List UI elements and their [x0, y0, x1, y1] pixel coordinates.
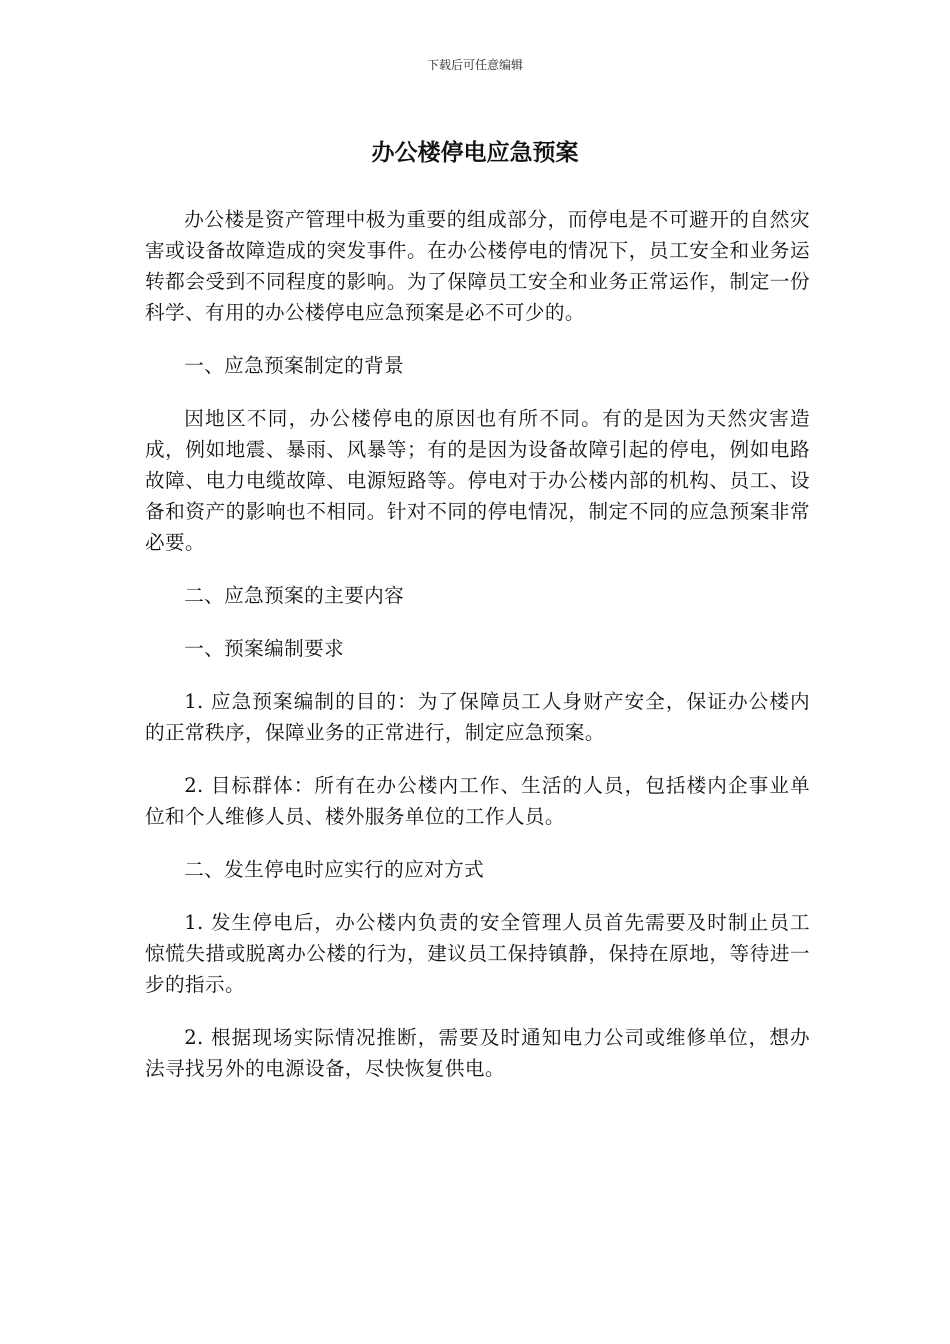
- section-heading: 一、应急预案制定的背景: [184, 354, 405, 377]
- list-item: 1. 应急预案编制的目的：为了保障员工人身财产安全，保证办公楼内的正常秩序，保障业务的正常进行，制定应急预案。: [145, 690, 810, 744]
- subsection-heading: 一、预案编制要求: [184, 637, 345, 660]
- document-title: 办公楼停电应急预案: [371, 140, 579, 166]
- section-heading: 二、应急预案的主要内容: [184, 584, 405, 607]
- list-item: 1. 发生停电后，办公楼内负责的安全管理人员首先需要及时制止员工惊慌失措或脱离办公楼的行为，建议员工保持镇静，保持在原地，等待进一步的指示。: [145, 911, 810, 996]
- subsection-heading: 二、发生停电时应实行的应对方式: [184, 858, 485, 881]
- list-item: 2. 根据现场实际情况推断，需要及时通知电力公司或维修单位，想办法寻找另外的电源设备，尽快恢复供电。: [145, 1026, 810, 1080]
- intro-paragraph: 办公楼是资产管理中极为重要的组成部分，而停电是不可避开的自然灾害或设备故障造成的突发事件。在办公楼停电的情况下，员工安全和业务运转都会受到不同程度的影响。为了保障员工安全和业务正常运作，制定一份科学、有用的办公楼停电应急预案是必不可少的。: [145, 208, 810, 324]
- body-paragraph: 因地区不同，办公楼停电的原因也有所不同。有的是因为天然灾害造成，例如地震、暴雨、风暴等；有的是因为设备故障引起的停电，例如电路故障、电力电缆故障、电源短路等。停电对于办公楼内部的机构、员工、设备和资产的影响也不相同。针对不同的停电情况，制定不同的应急预案非常必要。: [145, 407, 810, 554]
- list-item: 2. 目标群体：所有在办公楼内工作、生活的人员，包括楼内企事业单位和个人维修人员、楼外服务单位的工作人员。: [145, 774, 810, 828]
- header-note: 下载后可任意编辑: [426, 58, 523, 72]
- document-body: [145, 204, 810, 1106]
